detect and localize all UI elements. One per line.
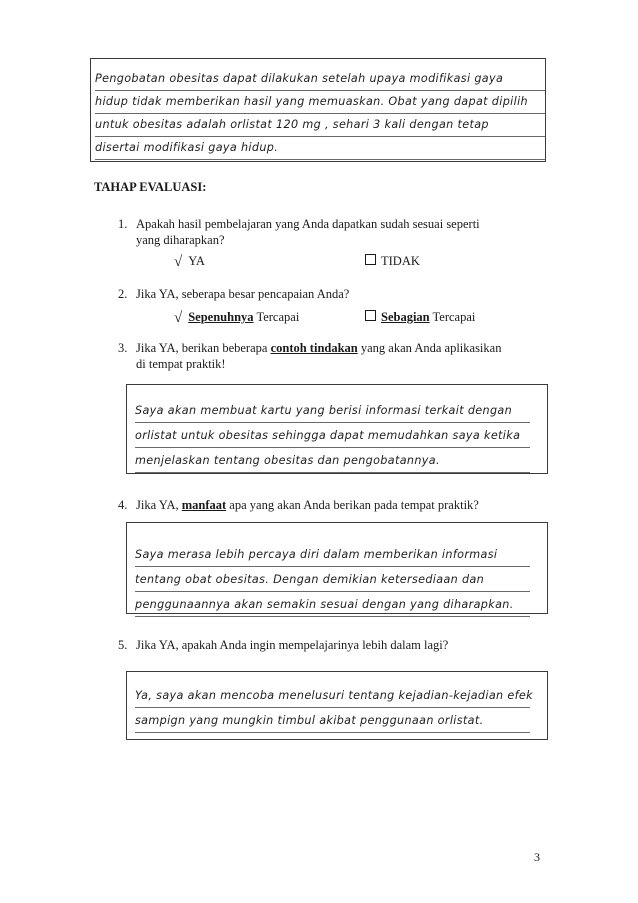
question-2-options	[174, 309, 504, 327]
question-key-term: manfaat	[181, 498, 227, 512]
option-fully-rest: Tercapai	[253, 310, 300, 324]
question-text-line-2: di tempat praktik!	[136, 357, 226, 371]
intro-line-2: hidup tidak memberikan hasil yang memuaskan. Obat yang dapat dipilih	[95, 91, 545, 114]
question-number: 5.	[118, 638, 128, 652]
question-text-line-1	[136, 340, 548, 356]
answer-box-3	[126, 384, 548, 474]
option-no[interactable]	[365, 253, 420, 269]
intro-line-4: disertai modifikasi gaya hidup.	[95, 137, 545, 160]
answer-box-4	[126, 522, 548, 614]
question-text: Jika YA, apakah Anda ingin mempelajarinya lebih dalam lagi?	[136, 638, 449, 652]
answer-line-1: Ya, saya akan mencoba menelusuri tentang kejadian-kejadian efek	[135, 686, 530, 708]
question-text-pre: Jika YA,	[136, 498, 182, 512]
option-fully-achieved[interactable]	[174, 309, 299, 325]
answer-line-1: Saya akan membuat kartu yang berisi informasi terkait dengan	[135, 401, 530, 423]
question-4	[118, 497, 548, 513]
question-text-line-1: Apakah hasil pembelajaran yang Anda dapatkan sudah sesuai seperti	[136, 217, 480, 231]
question-number: 2.	[118, 287, 128, 301]
answer-line-1: Saya merasa lebih percaya diri dalam memberikan informasi	[135, 545, 530, 567]
question-5	[118, 637, 548, 653]
question-1-options	[174, 253, 504, 271]
question-1	[118, 216, 548, 248]
checkbox-empty-icon	[365, 254, 376, 265]
question-text-post: apa yang akan Anda berikan pada tempat praktik?	[226, 498, 479, 512]
option-partially-rest: Tercapai	[429, 310, 476, 324]
option-yes-label: YA	[188, 254, 205, 268]
answer-line-2: orlistat untuk obesitas sehingga dapat memudahkan saya ketika	[135, 426, 530, 448]
page-number: 3	[534, 850, 540, 864]
question-number: 4.	[118, 498, 128, 512]
question-number: 3.	[118, 341, 128, 355]
option-partially-achieved[interactable]	[365, 309, 475, 325]
answer-line-2: tentang obat obesitas. Dengan demikian ketersediaan dan	[135, 570, 530, 592]
question-text-post: yang akan Anda aplikasikan	[357, 341, 502, 355]
option-no-label: TIDAK	[381, 254, 420, 268]
answer-line-3: menjelaskan tentang obesitas dan pengobatannya.	[135, 451, 530, 473]
question-3	[118, 340, 548, 372]
answer-box-5	[126, 671, 548, 740]
question-number: 1.	[118, 217, 128, 231]
check-icon: √	[174, 310, 183, 326]
section-title: TAHAP EVALUASI:	[94, 180, 207, 194]
question-text	[136, 497, 548, 513]
option-fully-key: Sepenuhnya	[188, 310, 254, 324]
question-text-line-2: yang diharapkan?	[136, 233, 225, 247]
question-key-term: contoh tindakan	[270, 341, 358, 355]
intro-text-box	[90, 58, 546, 162]
answer-line-3: penggunaannya akan semakin sesuai dengan yang diharapkan.	[135, 595, 530, 617]
intro-line-1: Pengobatan obesitas dapat dilakukan setelah upaya modifikasi gaya	[95, 68, 545, 91]
question-2	[118, 286, 548, 302]
answer-line-2: sampign yang mungkin timbul akibat penggunaan orlistat.	[135, 711, 530, 733]
option-partially-key: Sebagian	[381, 310, 430, 324]
checkbox-empty-icon	[365, 310, 376, 321]
question-text: Jika YA, seberapa besar pencapaian Anda?	[136, 287, 350, 301]
option-yes[interactable]	[174, 253, 205, 269]
check-icon: √	[174, 254, 183, 270]
question-text-pre: Jika YA, berikan beberapa	[136, 341, 271, 355]
intro-line-3: untuk obesitas adalah orlistat 120 mg , sehari 3 kali dengan tetap	[95, 114, 545, 137]
